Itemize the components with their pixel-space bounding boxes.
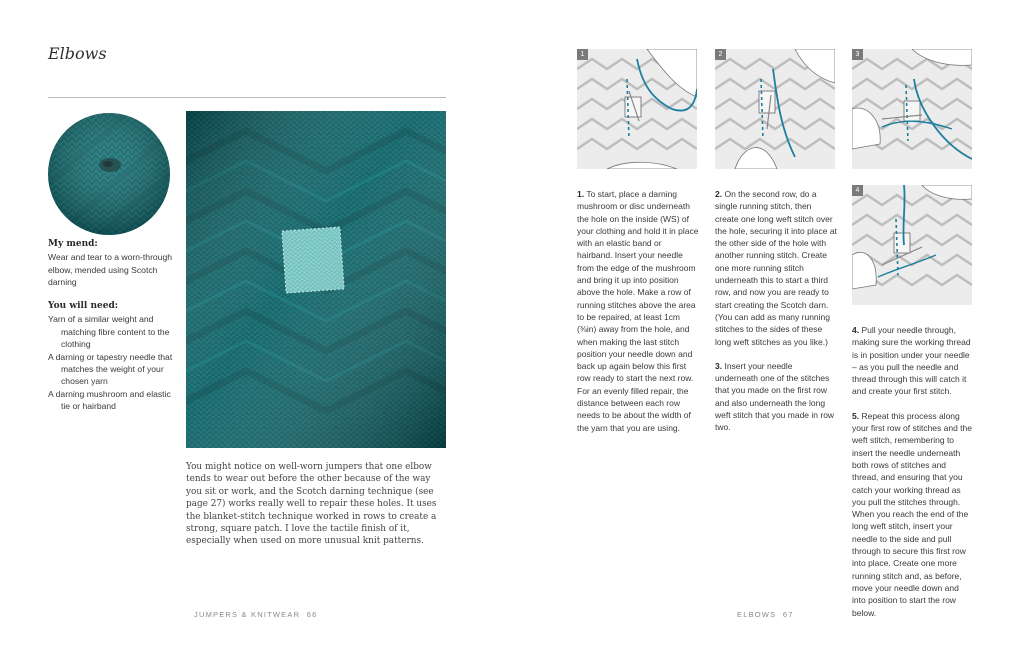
my-mend-section: [48, 238, 178, 289]
step-illustration-2: [715, 49, 835, 169]
step-text: To start, place a darning mushroom or disc underneath the hole on the inside (WS) of your clothing and hold it in place with an elastic band or hairband. Insert your needle from the edge of the mushroom and bring it up into position above the hole. Make a row of running stitches above the area to be repaired, at least 1cm (⅜in) away from the hole, and when making the last stitch position your needle down and back up again below this first row ready to start the next row. For an evenly filled repair, the distance between each row needs to be about the width of the yarn that you are using.: [577, 189, 699, 433]
page-number: 67: [782, 610, 794, 619]
my-mend-text: Wear and tear to a worn-through elbow, mended using Scotch darning: [48, 252, 173, 288]
step-illustration-1: [577, 49, 697, 169]
step-number: 3.: [715, 360, 723, 371]
step-text: Pull your needle through, making sure the working thread is in position under your needle – as you pull the needle and thread through this will catch it and create your first stitch.: [852, 325, 971, 397]
step-4: [852, 324, 974, 398]
you-will-need-section: [48, 300, 178, 413]
footer-section: ELBOWS: [737, 610, 777, 619]
step-badge: 2: [715, 49, 726, 60]
darned-elbow-photo: [186, 111, 446, 448]
step-text: On the second row, do a single running stitch, then create one long weft stitch over the hole, securing it into place at the other side of the hole with another running stitch. Create one more running stitch underneath this to start a third row, and now you are ready to start creating the Scotch darn. (You can add as many running stitches to the sides of these long weft stitches as you like.): [715, 189, 837, 347]
page-number: 66: [306, 610, 318, 619]
running-footer-right: [737, 610, 794, 619]
step-text: Repeat this process along your first row of stitches and the weft stitch, remembering to insert the needle underneath both rows of stitches and thread, and ensuring that you catch your working thread as you pull the stitches through. When you reach the end of the long weft stitch, insert your needle to the side and pull through to secure this first row into place. Create one more running stitch and, as before, move your needle down and into position to start the row below.: [852, 410, 972, 618]
footer-section: JUMPERS & KNITWEAR: [194, 610, 301, 619]
list-item: A darning or tapestry needle that matches the weight of your chosen yarn: [48, 351, 173, 387]
step-number: 2.: [715, 189, 723, 199]
steps-column-1: [577, 188, 699, 446]
hole-closeup-image: [48, 113, 170, 235]
list-item: Yarn of a similar weight and matching fibre content to the clothing: [48, 314, 170, 350]
step-2: [715, 188, 837, 348]
title-divider: [48, 97, 446, 98]
steps-column-2: [715, 188, 837, 446]
step-badge: 1: [577, 49, 588, 60]
my-mend-heading: My mend:: [48, 239, 98, 249]
step-illustration-3: [852, 49, 972, 169]
steps-column-3: [852, 324, 974, 631]
step-badge: 3: [852, 49, 863, 60]
step-1: [577, 188, 699, 434]
step-badge: 4: [852, 185, 863, 196]
step-illustration-4: [852, 185, 972, 305]
step-3: [715, 360, 837, 434]
step-number: 4.: [852, 325, 860, 335]
step-5: [852, 410, 974, 619]
page-title: Elbows: [48, 44, 107, 63]
running-footer-left: [194, 610, 318, 619]
intro-paragraph: You might notice on well-worn jumpers that one elbow tends to wear out before the other because of the way you sit or work, and the Scotch darning technique (see page 27) works really well to repair these holes. It uses the blanket-stitch technique worked in rows to create a strong, square patch. I love the tactile finish of it, especially when used on more unusual knit patterns.: [186, 462, 437, 547]
you-will-need-heading: You will need:: [48, 301, 119, 311]
list-item: A darning mushroom and elastic tie or hairband: [48, 388, 171, 412]
step-number: 5.: [852, 410, 860, 421]
step-number: 1.: [577, 189, 585, 199]
step-text: Insert your needle underneath one of the stitches that you made on the first row and also underneath the long weft stitch that you made in row two.: [715, 360, 835, 433]
